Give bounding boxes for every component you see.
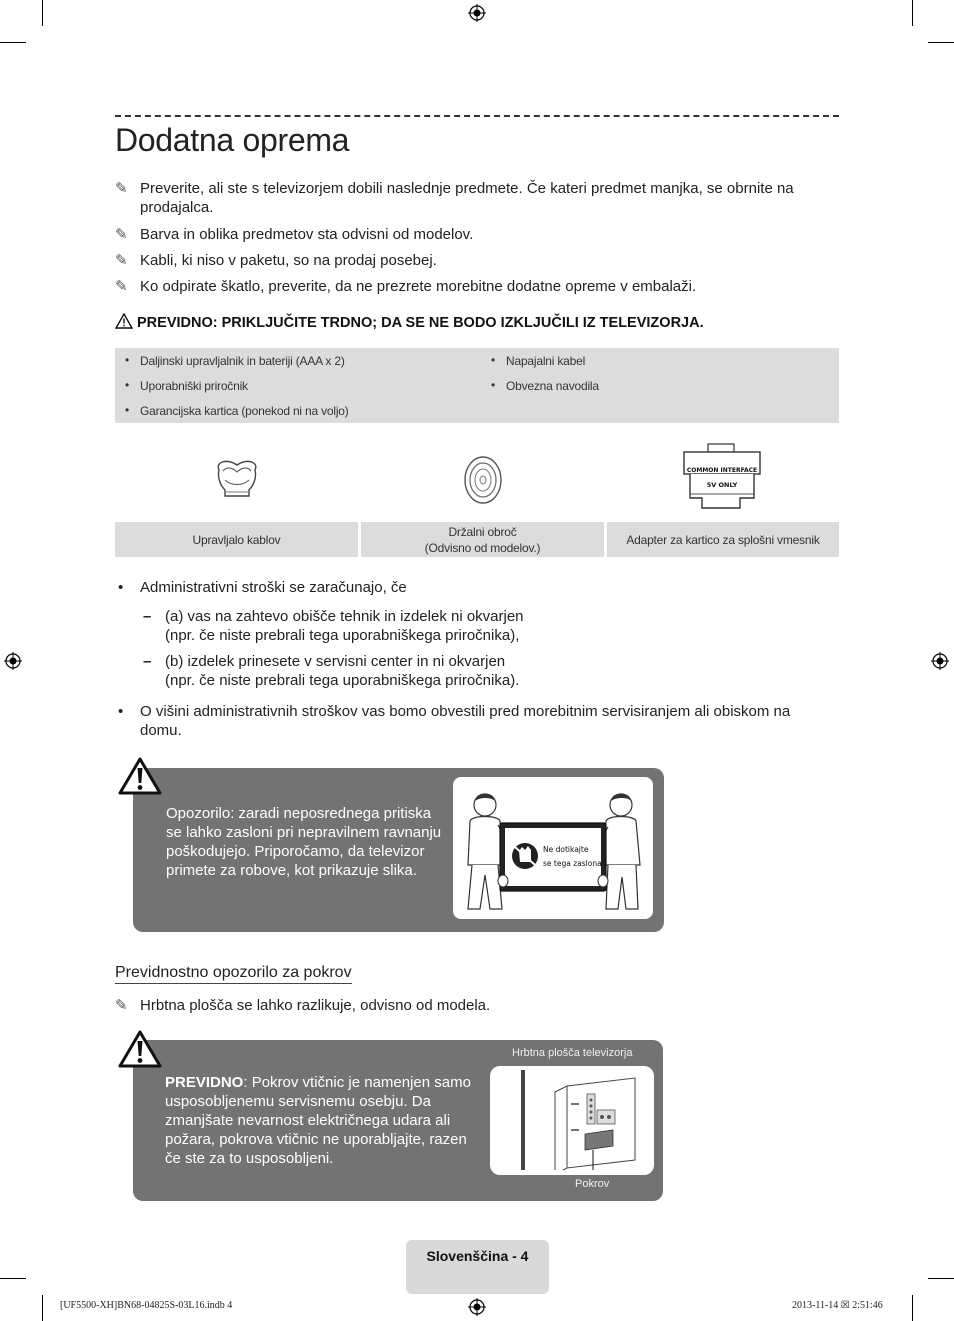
pencil-note-icon: ✎ [115,226,128,243]
adapter-label: COMMON INTERFACE [686,467,758,474]
warning-text: PREVIDNO: Pokrov vtičnic je namenjen samo usposobljenemu servisnemu osebju. Da zmanjšate nevarnost električnega udara ali požara, pokrova vtičnic ne uporabljajte, razen če ste za to usposobljeni. [165,1074,471,1167]
note-item: ✎ Ko odpirate škatlo, preverite, da ne prezrete morebitne dodatne opreme v embalaži. [115,278,697,295]
people-holding-tv-illustration [458,785,648,915]
sign-text: se tega zaslona! [543,859,605,868]
crop-mark [0,1278,26,1279]
accessory-caption: Držalni obroč (Odvisno od modelov.) [361,522,604,557]
crop-mark [42,1295,43,1321]
print-file-info: [UF5500-XH]BN68-04825S-03L16.indb 4 [60,1300,233,1311]
adapter-label: 5V ONLY [706,481,738,489]
list-item: – (b) izdelek prinesete v servisni center in ni okvarjen (npr. če niste prebrali tega uporabniškega priročnika). [143,653,520,689]
crop-mark [912,0,913,26]
image-label: Pokrov [575,1178,610,1190]
sign-text: Ne dotikajte [543,845,589,854]
accessory-caption: Upravljalo kablov [115,522,358,557]
list-item: – (a) vas na zahtevo obišče tehnik in izdelek ni okvarjen (npr. če niste prebrali tega uporabniškega priročnika), [143,608,524,644]
image-label: Hrbtna plošča televizorja [512,1047,633,1059]
registration-mark-icon [468,4,486,22]
list-item: • O višini administrativnih stroškov vas bomo obvestili pred morebitnim servisiranjem ali obiskom na domu. [118,703,791,739]
registration-mark-icon [4,652,22,670]
registration-mark-icon [931,652,949,670]
note-item: ✎ Preverite, ali ste s televizorjem dobili naslednje predmete. Če kateri predmet manjka, se obrnite na prodajalca. [115,180,794,216]
list-item: • Obvezna navodila [491,378,599,393]
crop-mark [0,42,26,43]
list-item: • Daljinski upravljalnik in bateriji (AAA x 2) [125,353,345,368]
note-item: ✎ Hrbtna plošča se lahko razlikuje, odvisno od modela. [115,997,491,1014]
section-divider [115,115,839,117]
list-item: • Uporabniški priročnik [125,378,248,393]
included-items-box [115,348,839,423]
warning-text: Opozorilo: zaradi neposrednega pritiska se lahko zasloni pri nepravilnem ravnanju poškodujejo. Priporočamo, da televizor primete za robove, kot prikazuje slika. [166,805,442,879]
pencil-note-icon: ✎ [115,252,128,269]
accessory-caption: Adapter za kartico za splošni vmesnik [607,522,839,557]
crop-mark [42,0,43,26]
registration-mark-icon [468,1298,486,1316]
list-item: • Napajalni kabel [491,353,586,368]
ci-card-adapter-icon [682,442,762,514]
list-item: • Administrativni stroški se zaračunajo, če [118,579,407,596]
list-item: • Garancijska kartica (ponekod ni na voljo) [125,403,349,418]
section-heading: Previdnostno opozorilo za pokrov [115,964,352,984]
page-title: Dodatna oprema [115,122,350,158]
warning-triangle-icon [118,757,162,795]
pencil-note-icon: ✎ [115,997,128,1014]
warning-triangle-icon [118,1030,162,1068]
warning-triangle-icon [115,313,133,329]
note-item: ✎ Barva in oblika predmetov sta odvisni od modelov. [115,226,474,243]
caution-statement: PREVIDNO: PRIKLJUČITE TRDNO; DA SE NE BODO IZKLJUČILI IZ TELEVIZORJA. [115,313,704,331]
crop-mark [928,42,954,43]
print-timestamp: 2013-11-14 ☒ 2:51:46 [792,1300,883,1311]
note-item: ✎ Kabli, ki niso v paketu, so na prodaj posebej. [115,252,437,269]
cable-holder-icon [213,456,261,502]
tv-back-panel-illustration [495,1070,649,1170]
crop-mark [912,1295,913,1321]
crop-mark [928,1278,954,1279]
holder-ring-icon [462,454,504,506]
pencil-note-icon: ✎ [115,278,128,295]
pencil-note-icon: ✎ [115,180,128,197]
page-number: Slovenščina - 4 [426,1248,529,1264]
